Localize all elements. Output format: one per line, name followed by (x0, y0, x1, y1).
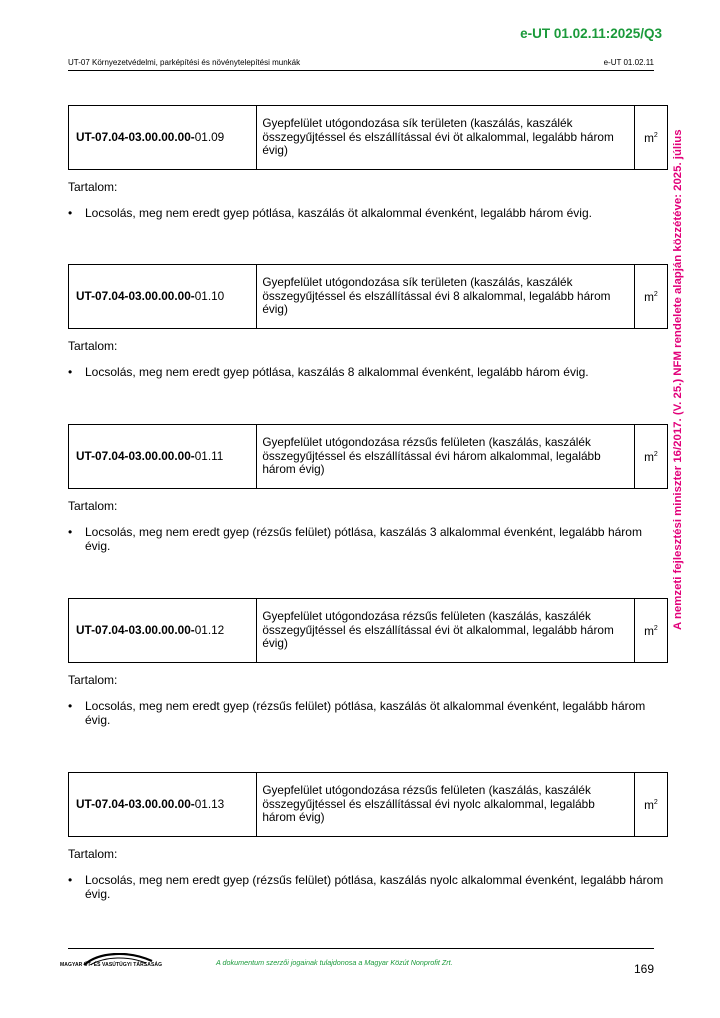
bullet-icon: • (68, 365, 73, 379)
unit-exponent: 2 (653, 132, 658, 140)
unit-exponent: 2 (653, 291, 658, 299)
content-label: Tartalom: (68, 673, 118, 687)
bullet-icon: • (68, 525, 73, 539)
content-label: Tartalom: (68, 339, 118, 353)
page-number: 169 (633, 962, 654, 976)
bullet-text: Locsolás, meg nem eredt gyep (rézsűs felület) pótlása, kaszálás 3 alkalommal évenként, legalább három évig. (85, 525, 642, 553)
item-code-suffix: 01.11 (194, 448, 224, 463)
item-01-11 (68, 424, 668, 553)
content-bullet (68, 699, 668, 727)
item-code-prefix: UT-07.04-03.00.00.00- (76, 796, 195, 811)
item-table (68, 264, 668, 329)
item-unit (634, 425, 667, 489)
bullet-text: Locsolás, meg nem eredt gyep pótlása, kaszálás 8 alkalommal évenként, legalább három évig. (85, 365, 589, 379)
item-table (68, 424, 668, 489)
item-code-suffix: 01.13 (194, 796, 225, 811)
item-description: Gyepfelület utógondozása sík területen (kaszálás, kaszálék összegyűjtéssel és elszállítással évi öt alkalommal, legalább három évig) (257, 106, 635, 170)
item-table (68, 598, 668, 663)
item-code-prefix: UT-07.04-03.00.00.00- (76, 129, 195, 144)
item-description: Gyepfelület utógondozása rézsűs felületen (kaszálás, kaszálék összegyűjtéssel és elszállítással évi három alkalommal, legalább három évig) (257, 425, 635, 489)
item-01-10 (68, 264, 668, 379)
content-label: Tartalom: (68, 180, 118, 194)
content-bullet (68, 365, 668, 379)
content-bullet (68, 873, 668, 901)
item-description: Gyepfelület utógondozása sík területen (kaszálás, kaszálék összegyűjtéssel és elszállítással évi 8 alkalommal, legalább három évig) (257, 265, 635, 329)
item-code (69, 106, 257, 170)
side-publication-note (672, 96, 692, 630)
side-note-text: A nemzeti fejlesztési miniszter 16/2017. (V. 25.) NFM rendelete alapján közzétéve: 2025. július (672, 129, 684, 630)
unit-symbol: m (644, 798, 654, 813)
item-table (68, 105, 668, 170)
unit-symbol: m (644, 131, 654, 146)
unit-exponent: 2 (653, 625, 658, 633)
item-unit (634, 773, 667, 837)
item-code-suffix: 01.10 (194, 288, 225, 303)
item-description: Gyepfelület utógondozása rézsűs felületen (kaszálás, kaszálék összegyűjtéssel és elszállítással évi öt alkalommal, legalább három évig) (257, 599, 635, 663)
item-01-13 (68, 772, 668, 901)
item-code (69, 599, 257, 663)
item-code-suffix: 01.12 (194, 622, 225, 637)
item-unit (634, 106, 667, 170)
unit-symbol: m (644, 290, 654, 305)
content-label: Tartalom: (68, 847, 118, 861)
society-logo (60, 952, 170, 974)
item-code (69, 265, 257, 329)
running-header (68, 58, 654, 71)
content-bullet (68, 525, 668, 553)
unit-exponent: 2 (653, 451, 658, 459)
bullet-text: Locsolás, meg nem eredt gyep (rézsűs felület) pótlása, kaszálás nyolc alkalommal évenként, legalább három évig. (85, 873, 664, 901)
item-01-09 (68, 105, 668, 220)
copyright-notice: A dokumentum szerzői jogainak tulajdonosa a Magyar Közút Nonprofit Zrt. (216, 958, 453, 967)
bullet-icon: • (68, 699, 73, 713)
item-code (69, 425, 257, 489)
item-code (69, 773, 257, 837)
item-code-prefix: UT-07.04-03.00.00.00- (76, 448, 195, 463)
item-description: Gyepfelület utógondozása rézsűs felületen (kaszálás, kaszálék összegyűjtéssel és elszállítással évi nyolc alkalommal, legalább három évig) (257, 773, 635, 837)
bullet-text: Locsolás, meg nem eredt gyep (rézsűs felület) pótlása, kaszálás öt alkalommal évenként, legalább három évig. (85, 699, 646, 727)
item-unit (634, 599, 667, 663)
item-code-prefix: UT-07.04-03.00.00.00- (76, 288, 195, 303)
document-code: e-UT 01.02.11:2025/Q3 (520, 26, 662, 41)
bullet-icon: • (68, 873, 73, 887)
item-code-prefix: UT-07.04-03.00.00.00- (76, 622, 195, 637)
header-document-ref: e-UT 01.02.11 (603, 58, 654, 67)
footer-divider (68, 948, 654, 949)
item-table (68, 772, 668, 837)
unit-symbol: m (644, 450, 654, 465)
bullet-text: Locsolás, meg nem eredt gyep pótlása, kaszálás öt alkalommal évenként, legalább három évig. (85, 206, 592, 220)
content-label: Tartalom: (68, 499, 118, 513)
item-code-suffix: 01.09 (194, 129, 225, 144)
content-bullet (68, 206, 668, 220)
header-chapter-title: UT-07 Környezetvédelmi, parképítési és növénytelepítési munkák (68, 58, 301, 67)
bullet-icon: • (68, 206, 73, 220)
unit-symbol: m (644, 624, 654, 639)
logo-text: MAGYAR ÚT- ÉS VASÚTÜGYI TÁRSASÁG (60, 962, 163, 968)
unit-exponent: 2 (653, 799, 658, 807)
item-unit (634, 265, 667, 329)
item-01-12 (68, 598, 668, 727)
